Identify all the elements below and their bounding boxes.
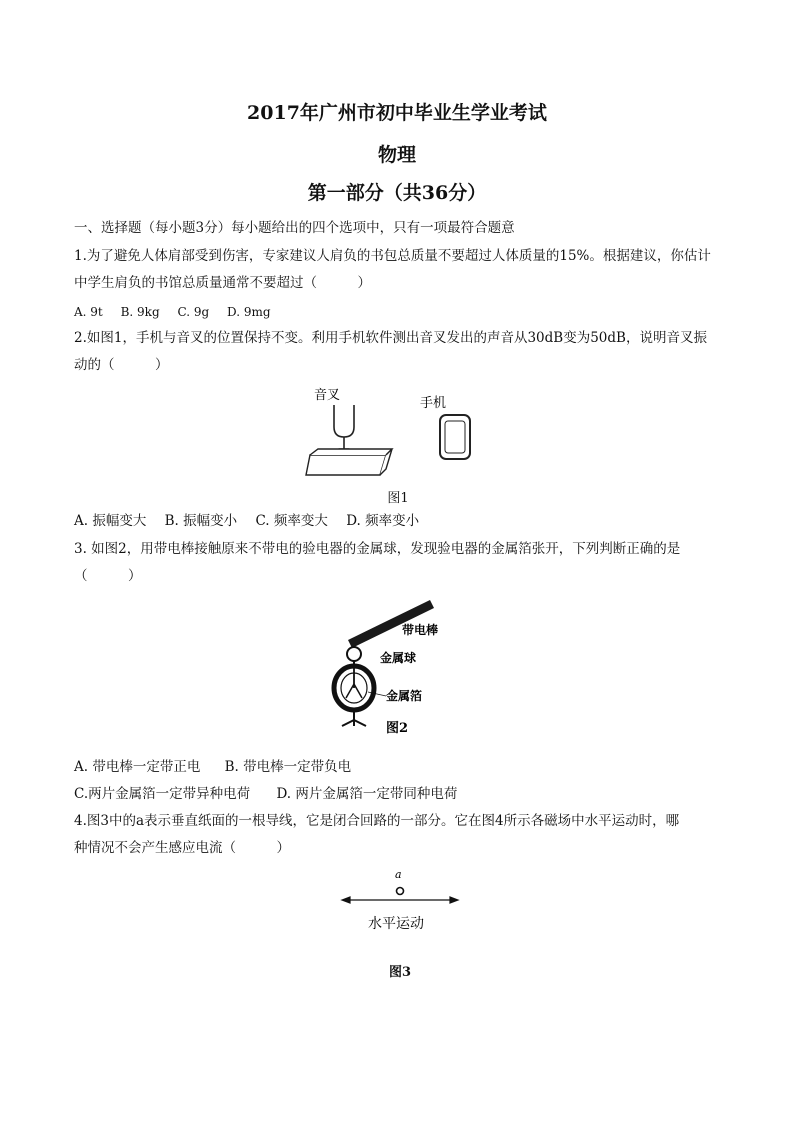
wire-cross-section — [397, 888, 404, 895]
q1-option-b: B. 9kg — [120, 305, 160, 319]
subject-title: 物理 — [377, 144, 416, 166]
q2-stem-line2: 动的（ ） — [74, 357, 169, 373]
q3-option-b: B. 带电棒一定带负电 — [224, 759, 352, 775]
wire-label: a — [395, 868, 402, 881]
q1-options — [74, 302, 734, 322]
q3-options-row1 — [74, 757, 734, 777]
motion-label: 水平运动 — [368, 916, 424, 932]
section-instruction: 一、选择题（每小题3分）每小题给出的四个选项中，只有一项最符合题意 — [74, 220, 515, 236]
q1-stem-line1: 1.为了避免人体肩部受到伤害，专家建议人肩负的书包总质量不要超过人体质量的15%。根据建议，你估计 — [74, 248, 711, 264]
metal-foil-label: 金属箔 — [386, 689, 423, 703]
metal-ball — [347, 647, 361, 661]
q3-options-row2 — [74, 784, 734, 804]
q2-option-c: C. 频率变大 — [255, 513, 328, 529]
tuning-fork — [334, 405, 354, 455]
figure-2-caption: 图2 — [386, 721, 409, 736]
q2-option-b: B. 振幅变小 — [164, 513, 238, 529]
q3-option-a: A. 带电棒一定带正电 — [74, 759, 201, 775]
figure-3 — [336, 866, 466, 946]
q1-option-c: C. 9g — [177, 305, 210, 319]
motion-arrow — [342, 897, 458, 903]
wooden-block — [306, 449, 392, 475]
q4-stem-line1: 4.图3中的a表示垂直纸面的一根导线，它是闭合回路的一部分。它在图4所示各磁场中水平运动时，哪 — [74, 813, 680, 829]
q3-stem-line1: 3. 如图2，用带电棒接触原来不带电的验电器的金属球，发现验电器的金属箔张开，下列判断正确的是 — [74, 541, 681, 557]
q1-stem-line2: 中学生肩负的书馆总质量通常不要超过（ ） — [74, 275, 371, 291]
metal-ball-label: 金属球 — [380, 651, 417, 665]
phone-label: 手机 — [420, 396, 447, 411]
charged-rod-label: 带电棒 — [402, 623, 439, 637]
q2-stem-line1: 2.如图1，手机与音叉的位置保持不变。利用手机软件测出音叉发出的声音从30dB变为50dB，说明音叉振 — [74, 330, 707, 346]
q3-stem-line2: （ ） — [74, 568, 142, 584]
electroscope-stand — [342, 710, 366, 726]
q2-option-a: A. 振幅变大 — [74, 513, 147, 529]
electroscope-body — [334, 666, 374, 710]
q2-option-d: D. 频率变小 — [346, 513, 420, 529]
tuning-fork-label: 音叉 — [314, 388, 341, 403]
part-title: 第一部分（共36分） — [307, 182, 487, 204]
figure-1 — [296, 385, 496, 485]
q3-option-d: D. 两片金属箔一定带同种电荷 — [276, 786, 458, 802]
q4-stem-line2: 种情况不会产生感应电流（ ） — [74, 840, 290, 856]
figure-1-caption: 图1 — [387, 491, 409, 506]
q1-option-d: D. 9mg — [227, 305, 271, 319]
q3-option-c: C.两片金属箔一定带异种电荷 — [74, 786, 251, 802]
q1-option-a: A. 9t — [74, 305, 103, 319]
figure-3-caption: 图3 — [388, 965, 412, 980]
q2-options — [74, 511, 734, 531]
figure-2 — [330, 596, 450, 746]
exam-title: 2017年广州市初中毕业生学业考试 — [247, 102, 547, 124]
